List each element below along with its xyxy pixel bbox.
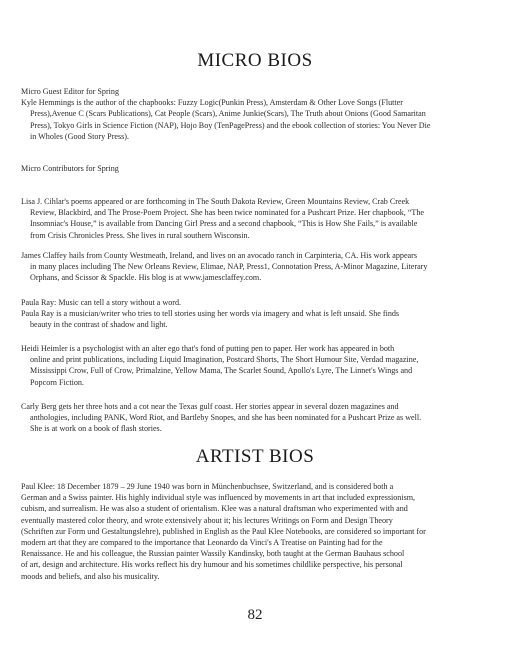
bio-line: modern art that they are compared to the importance that Leonardo da Vinci's A Treatise on Painting had for the bbox=[21, 538, 383, 548]
bio-line: James Claffey hails from County Westmeath, Ireland, and lives on an avocado ranch in Carpinteria, CA. His work appears bbox=[21, 251, 417, 260]
bio-line: German and a Swiss painter. His highly individual style was influenced by movements in art that included expressionism, bbox=[21, 493, 416, 503]
guest-editor-label: Micro Guest Editor for Spring bbox=[21, 87, 120, 96]
artist-bios-heading: ARTIST BIOS bbox=[195, 446, 315, 467]
bio-line: (Schriften zur Form und Gestaltungslehre), published in English as the Paul Klee Notebooks, are considered so important for bbox=[21, 526, 426, 536]
bio-line: online and print publications, including Liquid Imagination, Postcard Shorts, The Short Humour Site, Verdad magazine, bbox=[30, 355, 419, 365]
bio-line: cubism, and surrealism. He was also a student of orientalism. Klee was a natural draftsman who experimented with and bbox=[21, 504, 408, 514]
bio-line: Paula Ray is a musician/writer who tries to tell stories using her words via imagery and what is left unsaid. She finds bbox=[21, 309, 400, 319]
bio-line: Insomniac's House,” is available from Dancing Girl Press and a second chapbook, “This is How She Fails,” is available bbox=[30, 219, 418, 229]
bio-line: Review, Blackbird, and The Prose-Poem Project. She has been twice nominated for a Pushcart Prize. Her chapbook, “The bbox=[30, 208, 425, 218]
bio-line: Orphans, and Scissor & Spackle. His blog is at www.jamesclaffey.com. bbox=[30, 273, 262, 283]
bio-line: Popcorn Fiction. bbox=[30, 377, 84, 387]
guest-editor-bio-line: in Wholes (Good Story Press). bbox=[30, 131, 129, 141]
micro-bios-heading: MICRO BIOS bbox=[197, 50, 313, 71]
bio-line: of art, design and architecture. His works reflect his dry humour and his sometimes childlike perspective, his personal bbox=[21, 560, 403, 570]
bio-line: Lisa J. Cihlar's poems appeared or are forthcoming in The South Dakota Review, Green Mountains Review, Crab Creek bbox=[21, 197, 410, 206]
bio-paula-ray bbox=[21, 297, 491, 331]
bio-line: moods and beliefs, and also his musicality. bbox=[21, 571, 160, 581]
bio-line: She is at work on a book of flash stories. bbox=[30, 424, 162, 434]
bio-line: Renaissance. He and his colleague, the Russian painter Wassily Kandinsky, both taught at the German Bauhaus school bbox=[21, 549, 405, 559]
bio-heidi-heimler bbox=[21, 343, 491, 388]
guest-editor-bio-line: Kyle Hemmings is the author of the chapbooks: Fuzzy Logic(Punkin Press), Amsterdam & Other Love Songs (Flutter bbox=[21, 98, 403, 108]
bio-line: in many places including The New Orleans Review, Elimae, NAP, Press1, Connotation Press, A-Minor Magazine, Literary bbox=[30, 262, 428, 272]
guest-editor-section bbox=[21, 86, 491, 142]
bio-line: Carly Berg gets her three hots and a cot near the Texas gulf coast. Her stories appear in several dozen magazines and bbox=[21, 402, 399, 411]
bio-line: Paula Ray: Music can tell a story without a word. bbox=[21, 298, 182, 307]
bio-line: Mississippi Crow, Full of Crow, Primalzine, Yellow Mama, The Scarlet Sound, Apollo's Lyre, The Linnet's Wings and bbox=[30, 366, 413, 376]
bio-line: eventually mastered color theory, and wrote extensively about it; his lectures Writings on Form and Design Theory bbox=[21, 515, 393, 525]
contributors-label: Micro Contributors for Spring bbox=[21, 164, 119, 173]
bio-line: Heidi Heimler is a psychologist with an alter ego that's fond of putting pen to paper. Her work has appeared in both bbox=[21, 344, 395, 353]
bio-lisa-cihlar bbox=[21, 196, 491, 241]
bio-line: anthologies, including PANK, Word Riot, and Bartleby Snopes, and she has been nominated for a Pushcart Prize as well. bbox=[30, 413, 422, 423]
bio-carly-berg bbox=[21, 401, 491, 435]
bio-james-claffey bbox=[21, 250, 491, 284]
bio-line: Paul Klee: 18 December 1879 – 29 June 1940 was born in Münchenbuchsee, Switzerland, and is considered both a bbox=[21, 482, 394, 491]
bio-line: from Crisis Chronicles Press. She lives in rural southern Wisconsin. bbox=[30, 230, 250, 240]
guest-editor-bio-line: Press), Tokyo Girls in Science Fiction (NAP), Hojo Boy (TenPagePress) and the ebook collection of stories: You Never Die bbox=[30, 120, 431, 130]
bio-line: beauty in the contrast of shadow and light. bbox=[30, 320, 168, 330]
page-number: 82 bbox=[247, 607, 263, 623]
guest-editor-bio-line: Press),Avenue C (Scars Publications), Cat People (Scars), Anime Junkie(Scars), The Truth about Onions (Good Samaritan bbox=[30, 109, 426, 119]
bio-paul-klee bbox=[21, 481, 491, 582]
